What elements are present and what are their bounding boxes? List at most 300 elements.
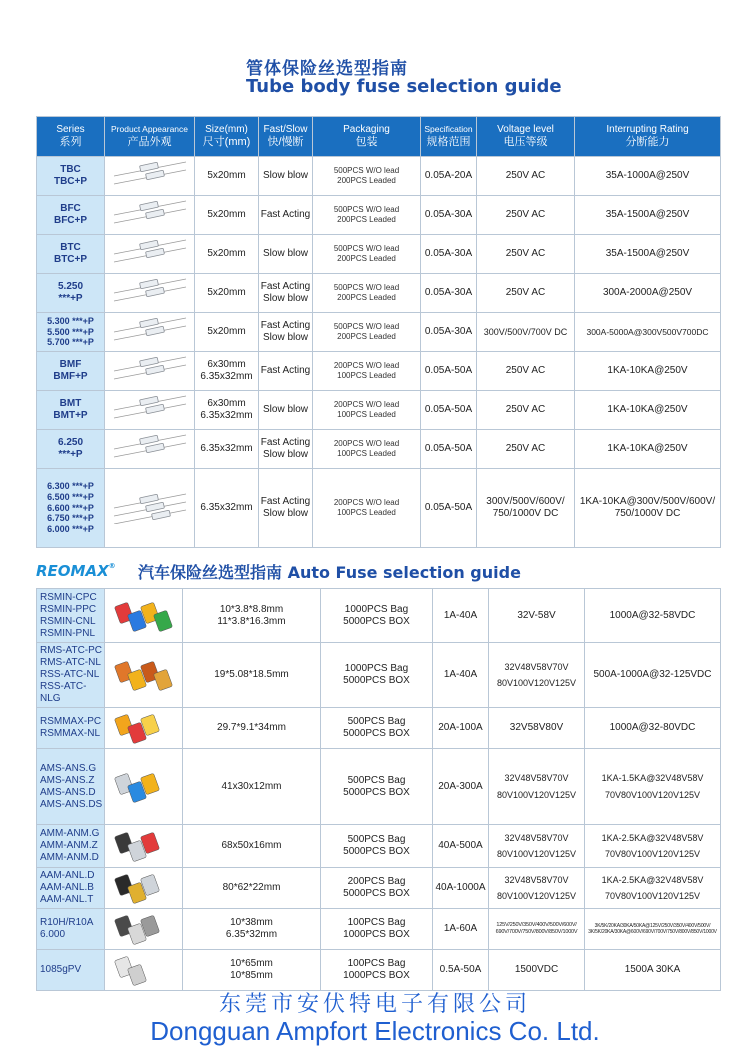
cell-line: 6.600 ***+P xyxy=(47,502,94,513)
column-header-cn: 规格范围 xyxy=(426,135,471,148)
size-cell xyxy=(195,157,259,196)
appearance-cell xyxy=(105,868,183,909)
cell-line: 100PCS Bag xyxy=(347,917,406,928)
cell-line: 6.000 xyxy=(40,929,66,940)
cell-line: 11*3.8*16.3mm xyxy=(217,615,286,627)
table-row xyxy=(37,391,721,430)
cell-line: AMS-ANS.D xyxy=(40,786,96,798)
packaging-cell xyxy=(321,909,433,950)
column-header-en: Series xyxy=(56,123,85,135)
cell-line: 500PCS W/O lead xyxy=(333,205,400,215)
cell-line: 70V80V100V120V125V xyxy=(604,789,701,800)
packaging-cell xyxy=(321,749,433,825)
rating-cell xyxy=(575,274,721,313)
cell-line: 32V-58V xyxy=(517,609,556,621)
size-cell xyxy=(183,589,321,643)
tube-fuse-photo-icon xyxy=(110,433,190,465)
cell-line: 1KA-10KA@250V xyxy=(607,443,688,454)
cell-line: 5.700 ***+P xyxy=(47,337,94,348)
rating-cell xyxy=(575,313,721,352)
tube-fuse-photo-icon xyxy=(110,492,190,524)
voltage-cell xyxy=(489,643,585,708)
cell-line: RSMMAX-PC xyxy=(40,716,102,727)
cell-line: 5x20mm xyxy=(207,209,246,220)
cell-line: Slow blow xyxy=(262,170,309,181)
auto-fuse-photo-icon xyxy=(109,596,179,636)
tube-fuse-photo-icon xyxy=(110,316,190,348)
size-cell xyxy=(183,708,321,749)
speed-cell xyxy=(259,274,313,313)
tube-fuse-photo-icon xyxy=(110,277,190,309)
cell-line: 80*62*22mm xyxy=(222,882,281,893)
voltage-cell xyxy=(477,469,575,548)
speed-cell xyxy=(259,235,313,274)
rating-cell xyxy=(585,868,721,909)
cell-line: 10*3.8*8.8mm xyxy=(219,603,284,615)
cell-line: ***+P xyxy=(58,449,83,460)
series-cell xyxy=(37,430,105,469)
size-cell xyxy=(183,643,321,708)
cell-line: 500PCS W/O lead xyxy=(333,244,400,254)
column-header-cn: 尺寸(mm) xyxy=(202,135,251,148)
auto-fuse-photo-icon xyxy=(109,708,179,748)
series-cell xyxy=(37,909,105,950)
cell-line: 200PCS Bag xyxy=(347,876,406,887)
cell-line: Fast Acting xyxy=(260,209,311,220)
rating-cell xyxy=(575,430,721,469)
column-header xyxy=(195,117,259,157)
cell-line: 3K/5K/20KA/30KA@600V/690V/700V/750V/800V/850V/1000V xyxy=(588,929,717,935)
cell-line: AMM-ANM.Z xyxy=(40,840,98,851)
cell-line: 32V48V58V70V xyxy=(504,773,569,784)
cell-line: 200PCS W/O lead xyxy=(333,498,400,508)
cell-line: 200PCS Leaded xyxy=(337,254,396,263)
speed-cell xyxy=(259,430,313,469)
series-cell xyxy=(37,749,105,825)
cell-line: 68x50x16mm xyxy=(221,840,282,851)
cell-line: Fast Acting xyxy=(260,496,311,507)
cell-line: 6.35*32mm xyxy=(225,929,278,940)
packaging-cell xyxy=(313,391,421,430)
appearance-cell xyxy=(105,589,183,643)
table-row xyxy=(37,469,721,548)
table-row xyxy=(37,430,721,469)
cell-line: Slow blow xyxy=(262,248,309,259)
cell-line: 10*85mm xyxy=(230,970,273,981)
cell-line: 1500VDC xyxy=(514,964,559,975)
cell-line: 100PCS Leaded xyxy=(337,508,396,517)
cell-line: 70V80V100V120V125V xyxy=(604,849,701,859)
cell-line: RSMMAX-NL xyxy=(40,728,101,739)
size-cell xyxy=(195,469,259,548)
spec-cell: 0.05A-50A xyxy=(421,469,477,548)
cell-line: 6.35x32mm xyxy=(200,502,253,513)
size-cell xyxy=(195,391,259,430)
table-row xyxy=(37,868,721,909)
cell-line: 80V100V120V125V xyxy=(496,891,577,901)
column-header xyxy=(575,117,721,157)
series-cell xyxy=(37,825,105,868)
cell-line: AMS-ANS.Z xyxy=(40,774,95,786)
cell-line: Fast Acting xyxy=(260,320,311,331)
column-header-cn: 快/慢断 xyxy=(267,135,304,148)
table-row xyxy=(37,274,721,313)
spec-cell: 0.05A-30A xyxy=(421,313,477,352)
cell-line: 1KA-10KA@250V xyxy=(607,404,688,415)
size-cell xyxy=(183,749,321,825)
cell-line: 32V48V58V70V xyxy=(504,874,569,885)
cell-line: 750/1000V DC xyxy=(614,508,681,519)
cell-line: 6.250 xyxy=(57,437,84,448)
spec-cell: 40A-500A xyxy=(433,825,489,868)
cell-line: 32V58V80V xyxy=(509,722,564,733)
cell-line: 35A-1000A@250V xyxy=(605,170,690,181)
column-header-en: Size(mm) xyxy=(205,123,248,135)
cell-line: 1KA-2.5KA@32V48V58V xyxy=(601,832,704,843)
column-header xyxy=(105,117,195,157)
cell-line: 5x20mm xyxy=(207,287,246,298)
spec-cell: 20A-100A xyxy=(433,708,489,749)
cell-line: 5.500 ***+P xyxy=(47,326,94,337)
cell-line: 5x20mm xyxy=(207,248,246,259)
voltage-cell xyxy=(477,235,575,274)
spec-cell: 20A-300A xyxy=(433,749,489,825)
auto-guide-header xyxy=(36,558,720,584)
spec-cell: 0.05A-20A xyxy=(421,157,477,196)
tube-fuse-photo-icon xyxy=(110,199,190,231)
packaging-cell xyxy=(313,235,421,274)
cell-line: AMS-ANS.G xyxy=(40,762,97,774)
column-header-cn: 包装 xyxy=(355,135,378,148)
table-row xyxy=(37,313,721,352)
cell-line: 5000PCS BOX xyxy=(343,675,410,686)
appearance-cell xyxy=(105,352,195,391)
series-cell xyxy=(37,196,105,235)
column-header-cn: 分断能力 xyxy=(625,135,670,148)
appearance-cell xyxy=(105,430,195,469)
size-cell xyxy=(195,313,259,352)
cell-line: 100PCS Leaded xyxy=(337,449,396,458)
cell-line: ***+P xyxy=(58,293,83,304)
column-header-en: Product Appearance xyxy=(110,123,189,134)
cell-line: 80V100V120V125V xyxy=(496,789,577,800)
packaging-cell xyxy=(313,196,421,235)
cell-line: 300A-2000A@250V xyxy=(602,287,693,298)
spec-cell: 1A-40A xyxy=(433,589,489,643)
spec-cell: 0.05A-50A xyxy=(421,352,477,391)
auto-fuse-photo-icon xyxy=(109,655,179,695)
packaging-cell xyxy=(313,430,421,469)
size-cell xyxy=(195,430,259,469)
cell-line: Fast Acting xyxy=(260,281,311,292)
column-header-en: Specification xyxy=(424,123,473,134)
size-cell xyxy=(183,909,321,950)
cell-line: 29.7*9.1*34mm xyxy=(217,722,286,733)
table-row xyxy=(37,708,721,749)
table-row xyxy=(37,235,721,274)
cell-line: TBC xyxy=(60,164,81,175)
column-header xyxy=(37,117,105,157)
series-cell xyxy=(37,708,105,749)
spec-cell: 0.05A-30A xyxy=(421,196,477,235)
spec-cell: 40A-1000A xyxy=(433,868,489,909)
speed-cell xyxy=(259,157,313,196)
appearance-cell xyxy=(105,909,183,950)
cell-line: 6.300 ***+P xyxy=(47,481,94,491)
cell-line: 6x30mm xyxy=(207,398,246,409)
cell-line: 5000PCS BOX xyxy=(343,786,410,798)
cell-line: BMT xyxy=(59,398,82,409)
series-cell xyxy=(37,589,105,643)
voltage-cell xyxy=(489,825,585,868)
cell-line: RSMIN-PNL xyxy=(40,627,96,639)
auto-fuse-photo-icon xyxy=(109,767,179,807)
cell-line: 500PCS Bag xyxy=(347,834,406,845)
cell-line: 35A-1500A@250V xyxy=(605,209,690,220)
cell-line: RSMIN-CPC xyxy=(40,591,97,603)
cell-line: 6.750 ***+P xyxy=(47,513,94,524)
tube-fuse-photo-icon xyxy=(110,238,190,270)
cell-line: Fast Acting xyxy=(260,437,311,448)
rating-cell xyxy=(585,950,721,991)
tube-table-header xyxy=(37,117,721,157)
tube-fuse-photo-icon xyxy=(110,160,190,192)
rating-cell xyxy=(575,352,721,391)
size-cell xyxy=(183,825,321,868)
cell-line: 19*5.08*18.5mm xyxy=(214,669,289,680)
appearance-cell xyxy=(105,391,195,430)
cell-line: 1000PCS Bag xyxy=(344,663,409,674)
appearance-cell xyxy=(105,196,195,235)
packaging-cell xyxy=(321,589,433,643)
appearance-cell xyxy=(105,749,183,825)
cell-line: 750/1000V DC xyxy=(492,508,559,519)
table-row xyxy=(37,352,721,391)
cell-line: BMF xyxy=(59,359,82,370)
auto-fuse-photo-icon xyxy=(109,909,179,949)
column-header-cn: 系列 xyxy=(59,135,82,148)
voltage-cell xyxy=(489,708,585,749)
rating-cell xyxy=(575,469,721,548)
auto-fuse-photo-icon xyxy=(109,950,179,990)
cell-line: RMS-ATC-PC xyxy=(40,645,103,656)
spec-cell: 0.05A-50A xyxy=(421,430,477,469)
cell-line: 5000PCS BOX xyxy=(343,888,410,899)
appearance-cell xyxy=(105,469,195,548)
speed-cell xyxy=(259,313,313,352)
cell-line: 6x30mm xyxy=(207,359,246,370)
cell-line: 200PCS Leaded xyxy=(337,215,396,224)
series-cell xyxy=(37,868,105,909)
cell-line: 1KA-10KA@300V/500V/600V/ xyxy=(579,496,716,507)
cell-line: 32V48V58V70V xyxy=(504,832,569,843)
cell-line: 250V AC xyxy=(505,209,546,220)
cell-line: 200PCS W/O lead xyxy=(333,400,400,410)
cell-line: 80V100V120V125V xyxy=(496,849,577,859)
rating-cell xyxy=(575,157,721,196)
table-row xyxy=(37,589,721,643)
column-header-en: Fast/Slow xyxy=(263,123,308,135)
rating-cell xyxy=(585,589,721,643)
cell-line: 200PCS W/O lead xyxy=(333,439,400,449)
cell-line: AAM-ANL.D xyxy=(40,870,95,881)
voltage-cell xyxy=(489,589,585,643)
series-cell xyxy=(37,643,105,708)
cell-line: 1000A@32-58VDC xyxy=(609,609,696,621)
cell-line: 5.250 xyxy=(57,281,84,292)
cell-line: 200PCS Leaded xyxy=(337,332,396,341)
size-cell xyxy=(183,868,321,909)
spec-cell: 1A-60A xyxy=(433,909,489,950)
cell-line: 500PCS Bag xyxy=(347,774,406,786)
appearance-cell xyxy=(105,708,183,749)
size-cell xyxy=(195,196,259,235)
column-header xyxy=(421,117,477,157)
cell-line: RSS-ATC-NLG xyxy=(40,681,87,704)
packaging-cell xyxy=(313,469,421,548)
cell-line: 500A-1000A@32-125VDC xyxy=(593,669,712,680)
appearance-cell xyxy=(105,157,195,196)
cell-line: 6.000 ***+P xyxy=(47,524,94,535)
voltage-cell xyxy=(489,868,585,909)
table-row xyxy=(37,749,721,825)
table-row xyxy=(37,825,721,868)
packaging-cell xyxy=(313,274,421,313)
voltage-cell xyxy=(477,196,575,235)
cell-line: 35A-1500A@250V xyxy=(605,248,690,259)
cell-line: Slow blow xyxy=(262,449,309,460)
packaging-cell xyxy=(321,708,433,749)
packaging-cell xyxy=(313,157,421,196)
table-row xyxy=(37,643,721,708)
cell-line: Slow blow xyxy=(262,508,309,519)
cell-line: 6.35x32mm xyxy=(200,371,253,382)
auto-fuse-photo-icon xyxy=(109,826,179,866)
voltage-cell xyxy=(477,274,575,313)
size-cell xyxy=(195,235,259,274)
cell-line: 690V/700V/750V/800V/850V/1000V xyxy=(495,929,578,935)
cell-line: RSMIN-PPC xyxy=(40,603,97,615)
packaging-cell xyxy=(321,825,433,868)
tube-fuse-photo-icon xyxy=(110,355,190,387)
voltage-cell xyxy=(489,950,585,991)
cell-line: 300A-5000A@300V500V700DC xyxy=(586,326,709,337)
spec-cell: 0.05A-50A xyxy=(421,391,477,430)
appearance-cell xyxy=(105,313,195,352)
packaging-cell xyxy=(313,313,421,352)
column-header-en: Interrupting Rating xyxy=(606,123,689,135)
cell-line: 1000A@32-80VDC xyxy=(609,722,696,733)
voltage-cell xyxy=(477,430,575,469)
series-cell xyxy=(37,391,105,430)
appearance-cell xyxy=(105,643,183,708)
series-cell xyxy=(37,313,105,352)
cell-line: 250V AC xyxy=(505,365,546,376)
column-header xyxy=(477,117,575,157)
cell-line: 1KA-2.5KA@32V48V58V xyxy=(601,874,704,885)
tube-guide-title-en: Tube body fuse selection guide xyxy=(246,76,562,97)
cell-line: BFC+P xyxy=(53,215,88,226)
packaging-cell xyxy=(321,643,433,708)
reomax-logo: REOMAX® xyxy=(36,562,116,580)
cell-line: 200PCS Leaded xyxy=(337,293,396,302)
table-row xyxy=(37,196,721,235)
speed-cell xyxy=(259,196,313,235)
size-cell xyxy=(195,352,259,391)
cell-line: 200PCS W/O lead xyxy=(333,361,400,371)
speed-cell xyxy=(259,469,313,548)
voltage-cell xyxy=(477,313,575,352)
cell-line: 250V AC xyxy=(505,287,546,298)
cell-line: 32V48V58V70V xyxy=(504,661,569,672)
cell-line: AAM-ANL.B xyxy=(40,882,94,893)
cell-line: 200PCS Leaded xyxy=(337,176,396,185)
rating-cell xyxy=(585,643,721,708)
series-cell xyxy=(37,352,105,391)
rating-cell xyxy=(575,235,721,274)
cell-line: AMM-ANM.D xyxy=(40,852,99,863)
table-row xyxy=(37,157,721,196)
cell-line: 125V/250V/350V/400V/500V/600V/ xyxy=(496,922,577,929)
cell-line: 3K/5K/20KA/30KA/50KA@125V/250V/350V/400V/500V/ xyxy=(594,923,711,929)
cell-line: 5x20mm xyxy=(207,326,246,337)
cell-line: 1085gPV xyxy=(40,964,82,975)
cell-line: 41x30x12mm xyxy=(221,780,282,792)
cell-line: Fast Acting xyxy=(260,365,311,376)
cell-line: AAM-ANL.T xyxy=(40,894,94,905)
spec-cell: 0.05A-30A xyxy=(421,274,477,313)
cell-line: 5000PCS BOX xyxy=(343,615,410,627)
voltage-cell xyxy=(489,909,585,950)
size-cell xyxy=(183,950,321,991)
tube-fuse-photo-icon xyxy=(110,394,190,426)
column-header xyxy=(259,117,313,157)
auto-fuse-table xyxy=(36,588,721,991)
cell-line: AMS-ANS.DS xyxy=(40,798,103,810)
cell-line: BTC xyxy=(60,242,81,253)
cell-line: Slow blow xyxy=(262,404,309,415)
table-row xyxy=(37,950,721,991)
cell-line: 500PCS Bag xyxy=(347,716,406,727)
packaging-cell xyxy=(313,352,421,391)
rating-cell xyxy=(585,708,721,749)
cell-line: RSMIN-CNL xyxy=(40,615,96,627)
speed-cell xyxy=(259,352,313,391)
cell-line: TBC+P xyxy=(53,176,88,187)
cell-line: RMS-ATC-NL xyxy=(40,657,101,668)
cell-line: BFC xyxy=(60,203,81,214)
size-cell xyxy=(195,274,259,313)
tube-fuse-table xyxy=(36,116,721,548)
series-cell xyxy=(37,157,105,196)
cell-line: 100PCS Leaded xyxy=(337,410,396,419)
auto-fuse-photo-icon xyxy=(109,868,179,908)
appearance-cell xyxy=(105,274,195,313)
cell-line: 500PCS W/O lead xyxy=(333,322,400,332)
company-name-cn: 东莞市安伏特电子有限公司 xyxy=(218,992,531,1017)
cell-line: 1000PCS Bag xyxy=(344,603,409,615)
voltage-cell xyxy=(489,749,585,825)
cell-line: 1KA-1.5KA@32V48V58V xyxy=(601,773,704,784)
rating-cell xyxy=(575,196,721,235)
cell-line: 80V100V120V125V xyxy=(496,678,577,688)
cell-line: 250V AC xyxy=(505,404,546,415)
company-name-en: Dongguan Ampfort Electronics Co. Ltd. xyxy=(150,1016,600,1046)
voltage-cell xyxy=(477,157,575,196)
packaging-cell xyxy=(321,950,433,991)
appearance-cell xyxy=(105,950,183,991)
series-cell xyxy=(37,950,105,991)
